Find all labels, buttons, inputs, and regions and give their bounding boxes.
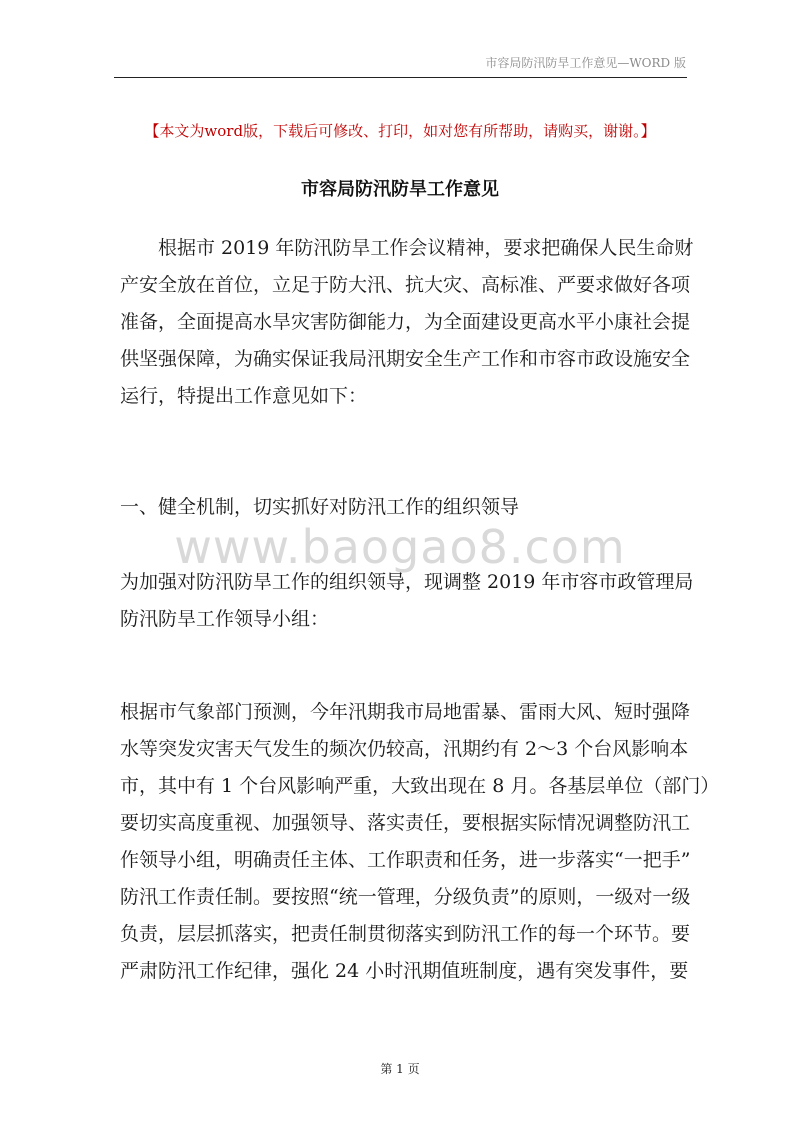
page-number: 第 1 页 — [380, 1062, 420, 1076]
purchase-notice: 【本文为word版，下载后可修改、打印，如对您有所帮助，请购买，谢谢。】 — [144, 122, 656, 140]
paragraph-line: 防汛工作责任制。要按照“统一管理，分级负责”的原则，一级对一级 — [120, 886, 691, 908]
paragraph-line: 根据市 2019 年防汛防旱工作会议精神，要求把确保人民生命财 — [120, 237, 694, 259]
paragraph-line: 作领导小组，明确责任主体、工作职责和任务，进一步落实“一把手” — [120, 849, 691, 871]
document-title: 市容局防汛防旱工作意见 — [301, 179, 499, 200]
header-divider — [114, 77, 687, 78]
watermark: www.baogao8.com — [174, 520, 626, 574]
paragraph-line: 市，其中有 1 个台风影响严重，大致出现在 8 月。各基层单位（部门） — [120, 775, 720, 797]
paragraph-line: 根据市气象部门预测，今年汛期我市局地雷暴、雷雨大风、短时强降 — [120, 701, 691, 723]
paragraph-line: 产安全放在首位，立足于防大汛、抗大灾、高标准、严要求做好各项 — [120, 274, 691, 296]
running-header-title: 市容局防汛防旱工作意见—WORD 版 — [485, 56, 686, 70]
paragraph-line: 供坚强保障，为确实保证我局汛期安全生产工作和市容市政设施安全 — [120, 348, 691, 370]
paragraph-line: 负责，层层抓落实，把责任制贯彻落实到防汛工作的每一个环节。要 — [120, 923, 691, 945]
paragraph-line: 防汛防旱工作领导小组： — [120, 608, 330, 630]
paragraph-line: 严肃防汛工作纪律，强化 24 小时汛期值班制度，遇有突发事件，要 — [120, 960, 689, 982]
paragraph-line: 水等突发灾害天气发生的频次仍较高，汛期约有 2～3 个台风影响本 — [120, 738, 689, 760]
paragraph-line: 运行，特提出工作意见如下： — [120, 385, 368, 407]
paragraph-line: 要切实高度重视、加强领导、落实责任，要根据实际情况调整防汛工 — [120, 812, 691, 834]
paragraph-line: 准备，全面提高水旱灾害防御能力，为全面建设更高水平小康社会提 — [120, 311, 691, 333]
forecast-paragraph — [120, 694, 720, 990]
intro-paragraph — [120, 230, 694, 415]
leadership-paragraph — [120, 564, 694, 638]
paragraph-line: 为加强对防汛防旱工作的组织领导，现调整 2019 年市容市政管理局 — [120, 571, 694, 593]
section-heading-text: 一、健全机制，切实抓好对防汛工作的组织领导 — [120, 496, 520, 518]
